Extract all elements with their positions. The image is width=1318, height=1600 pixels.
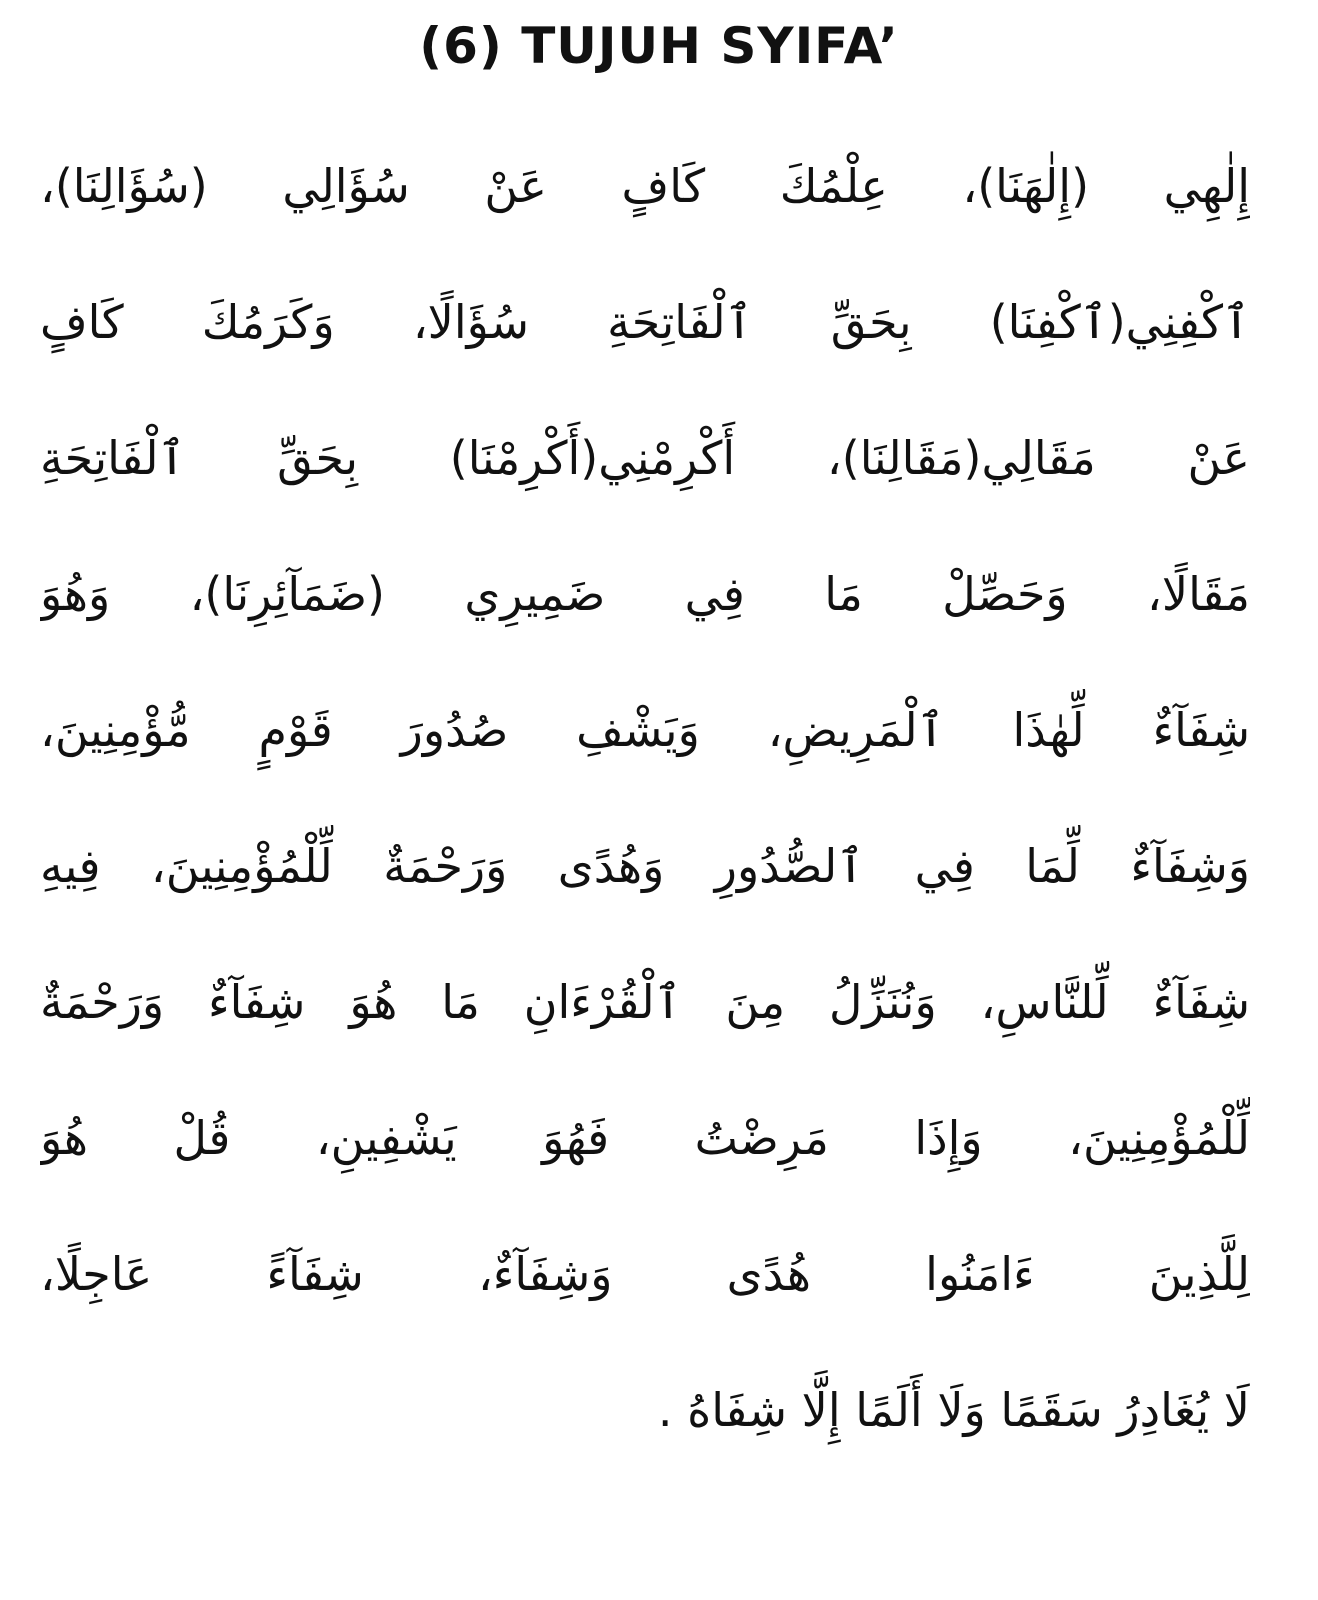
arabic-prayer-text xyxy=(40,118,1250,1478)
text-line: ٱكْفِنِي(ٱكْفِنَا) بِحَقِّ ٱلْفَاتِحَةِ سُؤَالًا، وَكَرَمُكَ كَافٍ xyxy=(40,295,1250,349)
page-title: (6) TUJUH SYIFA’ xyxy=(419,17,899,75)
text-line: شِفَآءٌ لِّهٰذَا ٱلْمَرِيضِ، وَيَشْفِ صُدُورَ قَوْمٍ مُّؤْمِنِينَ، xyxy=(40,703,1250,757)
text-line: وَشِفَآءٌ لِّمَا فِي ٱلصُّدُورِ وَهُدًى وَرَحْمَةٌ لِّلْمُؤْمِنِينَ، فِيهِ xyxy=(40,839,1250,893)
text-line: مَقَالًا، وَحَصِّلْ مَا فِي ضَمِيرِي (ضَمَآئِرِنَا)، وَهُوَ xyxy=(40,567,1250,621)
text-line: لَا يُغَادِرُ سَقَمًا وَلَا أَلَمًا إِلَّا شِفَاهُ . xyxy=(657,1383,1250,1437)
text-line: إِلٰهِي (إِلٰهَنَا)، عِلْمُكَ كَافٍ عَنْ سُؤَالِي (سُؤَالِنَا)، xyxy=(40,159,1250,213)
text-line: عَنْ مَقَالِي(مَقَالِنَا)، أَكْرِمْنِي(أَكْرِمْنَا) بِحَقِّ ٱلْفَاتِحَةِ xyxy=(40,431,1250,485)
text-line: لِّلْمُؤْمِنِينَ، وَإِذَا مَرِضْتُ فَهُوَ يَشْفِينِ، قُلْ هُوَ xyxy=(40,1111,1250,1165)
text-line: شِفَآءٌ لِّلنَّاسِ، وَنُنَزِّلُ مِنَ ٱلْقُرْءَانِ مَا هُوَ شِفَآءٌ وَرَحْمَةٌ xyxy=(40,975,1250,1029)
text-line: لِلَّذِينَ ءَامَنُوا هُدًى وَشِفَآءٌ، شِفَآءً عَاجِلًا، xyxy=(40,1247,1250,1301)
